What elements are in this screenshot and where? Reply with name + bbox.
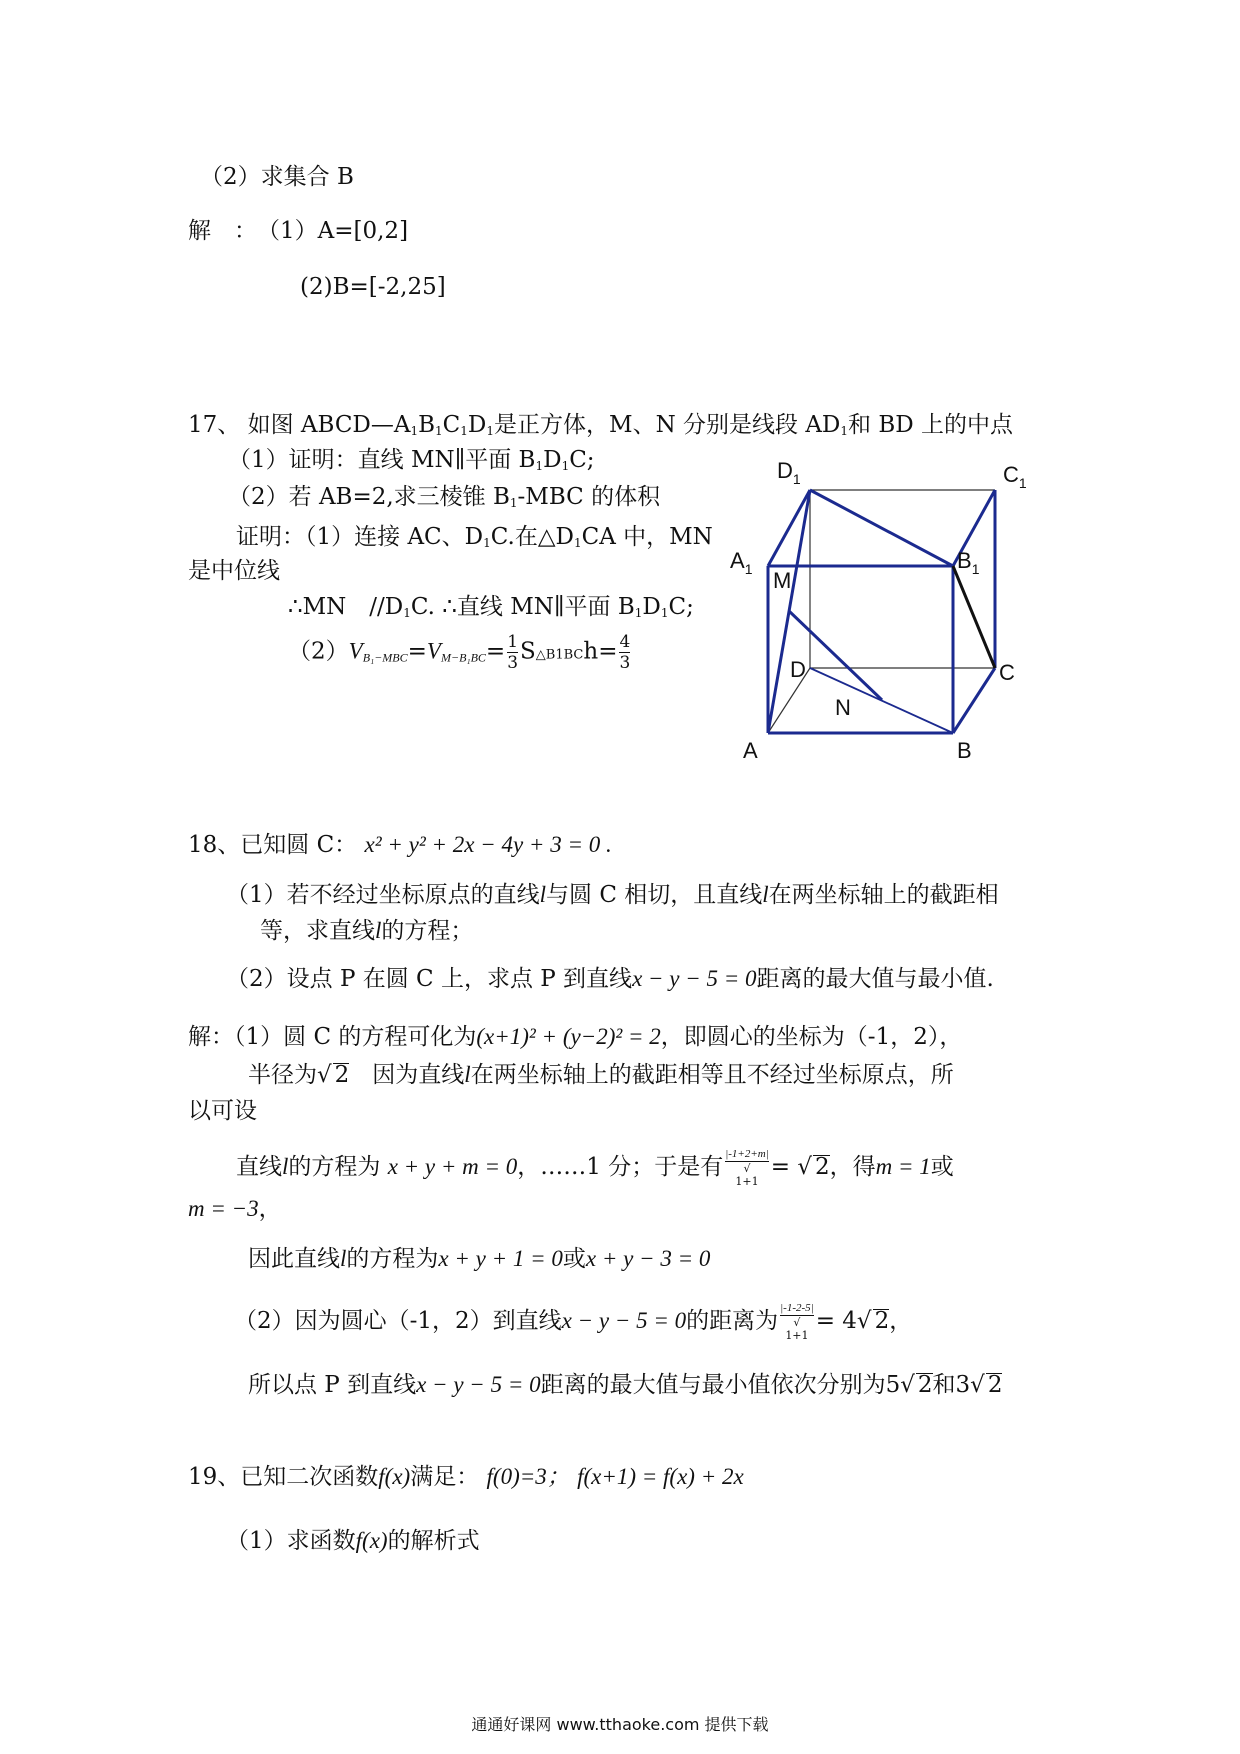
q19-title: 19、已知二次函数f(x)满足： f(0)=3； f(x+1) = f(x) + 2x: [188, 1464, 744, 1490]
edge-d-b: [810, 668, 953, 733]
footer: 通通好课网 www.tthaoke.com 提供下载: [471, 1715, 769, 1734]
edge-d1-b1: [810, 490, 953, 566]
edge-b1-c: [953, 566, 995, 668]
edge-m-n: [789, 611, 882, 700]
q19-part1: （1）求函数f(x)的解析式: [226, 1528, 480, 1554]
label-c: C: [999, 660, 1015, 685]
q18-solution-4: 直线l的方程为 x + y + m = 0，……1 分；于是有 |-1+2+m| √ 1+1 = √ 2，得m = 1或: [236, 1148, 954, 1188]
edge-b-c: [953, 668, 995, 733]
q18-solution-7: （2）因为圆心（-1，2）到直线x − y − 5 = 0的距离为 |-1-2-5| √ 1+1 = 4√ 2，: [234, 1302, 913, 1342]
q17-solution-1: 证明：（1）连接 AC、$D_1C$.在$\triangle D_1CA$ 中，MN: [236, 524, 713, 550]
q18-solution-1: 解：（1）圆 C 的方程可化为(x+1)² + (y−2)² = 2，即圆心的坐标为（-1，2），: [188, 1024, 963, 1050]
q17-solution-1b: 是中位线: [188, 558, 280, 584]
cube-figure: [730, 440, 1070, 770]
q18-solution-2: 半径为√ 2 因为直线l在两坐标轴上的截距相等且不经过坐标原点，所: [248, 1062, 954, 1088]
label-b1: $B_1$: [957, 548, 980, 577]
text-line: 解 ： （1）A=[0,2]: [188, 218, 409, 244]
q18-part1b: 等，求直线l的方程；: [260, 918, 474, 944]
q17-part2: （2）若 AB=2,求三棱锥 $B_1$-MBC 的体积: [228, 484, 661, 510]
label-n: N: [835, 695, 851, 720]
q18-part1: （1）若不经过坐标原点的直线l与圆 C 相切，且直线l在两坐标轴上的截距相: [226, 882, 999, 908]
q17-title: 17、 如图 $ABCD—A_1B_1C_1D_1$是正方体，M、N 分别是线段 $AD_1$和 BD 上的中点: [188, 412, 1013, 438]
label-b: B: [957, 738, 972, 763]
text-line: （2）求集合 B: [200, 164, 354, 190]
q18-solution-8: 所以点 P 到直线x − y − 5 = 0距离的最大值与最小值依次分别为5√ 2和3√ 2: [248, 1372, 1003, 1398]
label-d: D: [790, 657, 806, 682]
label-d1: $D_1$: [777, 458, 801, 487]
q18-part2: （2）设点 P 在圆 C 上，求点 P 到直线x − y − 5 = 0距离的最大值与最小值.: [226, 966, 994, 992]
q18-solution-6: 因此直线l的方程为x + y + 1 = 0或x + y − 3 = 0: [248, 1246, 711, 1272]
label-a1: $A_1$: [730, 548, 753, 577]
text-line: (2)B=[-2,25]: [300, 274, 446, 300]
q17-part1: （1）证明：直线 MN∥平面 $B_1D_1C$;: [228, 447, 595, 473]
q18-solution-3: 以可设: [188, 1098, 257, 1124]
q18-solution-5: m = −3，: [188, 1196, 282, 1222]
label-a: A: [743, 738, 758, 763]
q17-solution-2: ∴MN $//D_1C$. ∴直线 MN∥平面 $B_1D_1C$;: [288, 594, 694, 620]
q17-solution-3: $(2)V_{B_1-MBC}=V_{M-B_1BC}=$ $\frac{1}{3}$ S△B1BCh= $\frac{4}{3}$: [288, 632, 631, 673]
q18-title: 18、已知圆 C： x² + y² + 2x − 4y + 3 = 0 .: [188, 832, 612, 858]
label-m: M: [773, 568, 792, 593]
label-c1: $C_1$: [1003, 462, 1027, 491]
